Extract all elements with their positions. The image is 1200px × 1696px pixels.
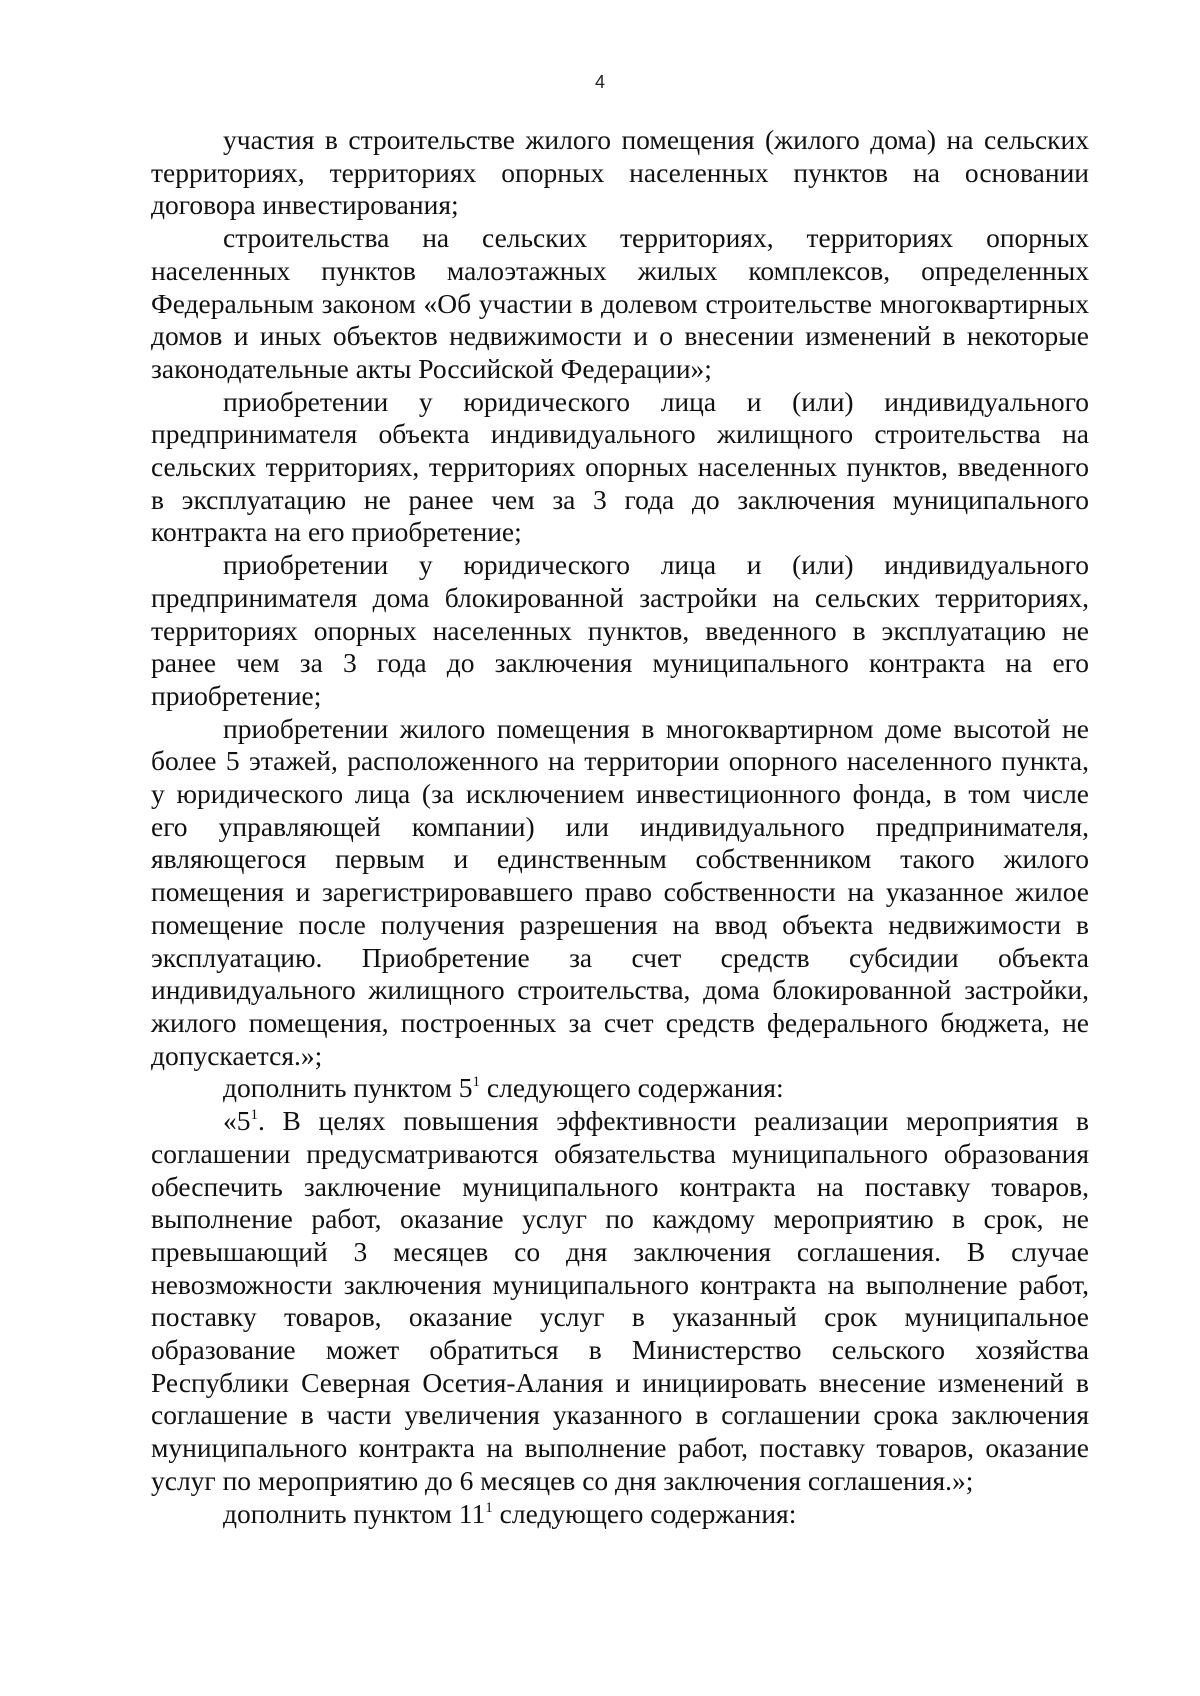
paragraph-add-point-11-1 (151, 1498, 1089, 1531)
superscript: 1 (250, 1107, 258, 1124)
paragraph-purchase-blocked-house: приобретении у юридического лица и (или) индивидуального предпринимателя дома блокированной застройки на сельских территориях, территориях опорных населенных пунктов, введенного в эксплуатацию не ранее чем за 3 года до заключения муниципального контракта на его приобретение; (151, 549, 1089, 711)
superscript: 1 (472, 1074, 481, 1091)
text-segment: «5 (223, 1105, 251, 1137)
paragraph-purchase-apartment: приобретении жилого помещения в многоквартирном доме высотой не более 5 этажей, расположенного на территории опорного населенного пункта, у юридического лица (за исключением инвестиционного фонда, в том числе его управляющей компании) или индивидуального предпринимателя, являющегося первым и единственным собственником такого жилого помещения и зарегистрировавшего право собственности на указанное жилое помещение после получения разрешения на ввод объекта недвижимости в эксплуатацию. Приобретение за счет средств субсидии объекта индивидуального жилищного строительства, дома блокированной застройки, жилого помещения, построенных за счет средств федерального бюджета, не допускается.»; (151, 712, 1089, 1071)
text-segment: дополнить пунктом 5 (223, 1072, 473, 1104)
paragraph-investment-agreement: участия в строительстве жилого помещения (жилого дома) на сельских территориях, территориях опорных населенных пунктов на основании договора инвестирования; (151, 124, 1089, 221)
text-segment: . В целях повышения эффективности реализации мероприятия в соглашении предусматриваются обязательства муниципального образования обеспечить заключение муниципального контракта на поставку товаров, выполнение работ, оказание услуг по каждому мероприятию в срок, не превышающий 3 месяцев со дня заключения соглашения. В случае невозможности заключения муниципального контракта на выполнение работ, поставку товаров, оказание услуг в указанный срок муниципальное образование может обратиться в Министерство сельского хозяйства Республики Северная Осетия-Алания и инициировать внесение изменений в соглашение в части увеличения указанного в соглашении срока заключения муниципального контракта на выполнение работ, поставку товаров, оказание услуг по мероприятию до 6 месяцев со дня заключения соглашения.»; (151, 1105, 1089, 1496)
text-segment: следующего содержания: (480, 1072, 784, 1104)
paragraph-point-5-1-content (151, 1105, 1089, 1497)
paragraph-add-point-5-1 (151, 1072, 1089, 1105)
paragraph-purchase-individual-house: приобретении у юридического лица и (или) индивидуального предпринимателя объекта индивидуального жилищного строительства на сельских территориях, территориях опорных населенных пунктов, введенного в эксплуатацию не ранее чем за 3 года до заключения муниципального контракта на его приобретение; (151, 385, 1089, 548)
text-segment: дополнить пунктом 11 (223, 1497, 486, 1529)
document-body (151, 124, 1089, 1530)
text-segment: следующего содержания: (492, 1497, 797, 1529)
paragraph-low-rise-construction: строительства на сельских территориях, территориях опорных населенных пунктов малоэтажных жилых комплексов, определенных Федеральным законом «Об участии в долевом строительстве многоквартирных домов и иных объектов недвижимости и о внесении изменений в некоторые законодательные акты Российской Федерации»; (151, 222, 1089, 384)
page-number: 4 (594, 72, 605, 92)
superscript: 1 (485, 1499, 493, 1516)
